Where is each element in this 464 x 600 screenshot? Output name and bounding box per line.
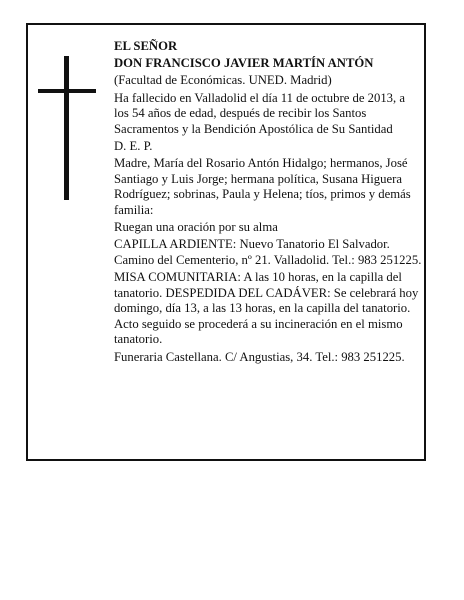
rip-line: D. E. P. xyxy=(114,138,153,153)
deceased-name: DON FRANCISCO JAVIER MARTÍN ANTÓN xyxy=(114,56,374,71)
deceased-affiliation: (Facultad de Económicas. UNED. Madrid) xyxy=(114,73,332,88)
family-list: Madre, María del Rosario Antón Hidalgo; hermanos, José Santiago y Luis Jorge; hermana política, Susana Higuera Rodríguez; sobrinas, Paula y Helena; tíos, primos y demás familia: xyxy=(114,156,411,217)
death-announcement: Ha fallecido en Valladolid el día 11 de octubre de 2013, a los 54 años de edad, después de recibir los Santos Sacramentos y la Bendición Apostólica de Su Santidad xyxy=(114,90,406,136)
cross-vertical-bar xyxy=(64,56,69,200)
obituary-heading: EL SEÑOR xyxy=(114,39,178,53)
prayer-request: Ruegan una oración por su alma xyxy=(114,220,278,235)
obituary-notice xyxy=(26,23,426,461)
cross-horizontal-bar xyxy=(38,89,96,93)
cross-icon xyxy=(38,56,94,200)
obituary-text xyxy=(114,39,422,367)
mass-info: MISA COMUNITARIA: A las 10 horas, en la capilla del tanatorio. DESPEDIDA DEL CADÁVER: Se celebrará hoy domingo, día 13, a las 13 horas, en la capilla del tanatorio. Acto seguido se procederá a su incineración en el mismo tanatorio. xyxy=(114,270,419,347)
funeral-home-info: Funeraria Castellana. C/ Angustias, 34. Tel.: 983 251225. xyxy=(114,349,405,364)
chapel-info: CAPILLA ARDIENTE: Nuevo Tanatorio El Salvador. Camino del Cementerio, nº 21. Valladolid. Tel.: 983 251225. xyxy=(114,237,422,267)
